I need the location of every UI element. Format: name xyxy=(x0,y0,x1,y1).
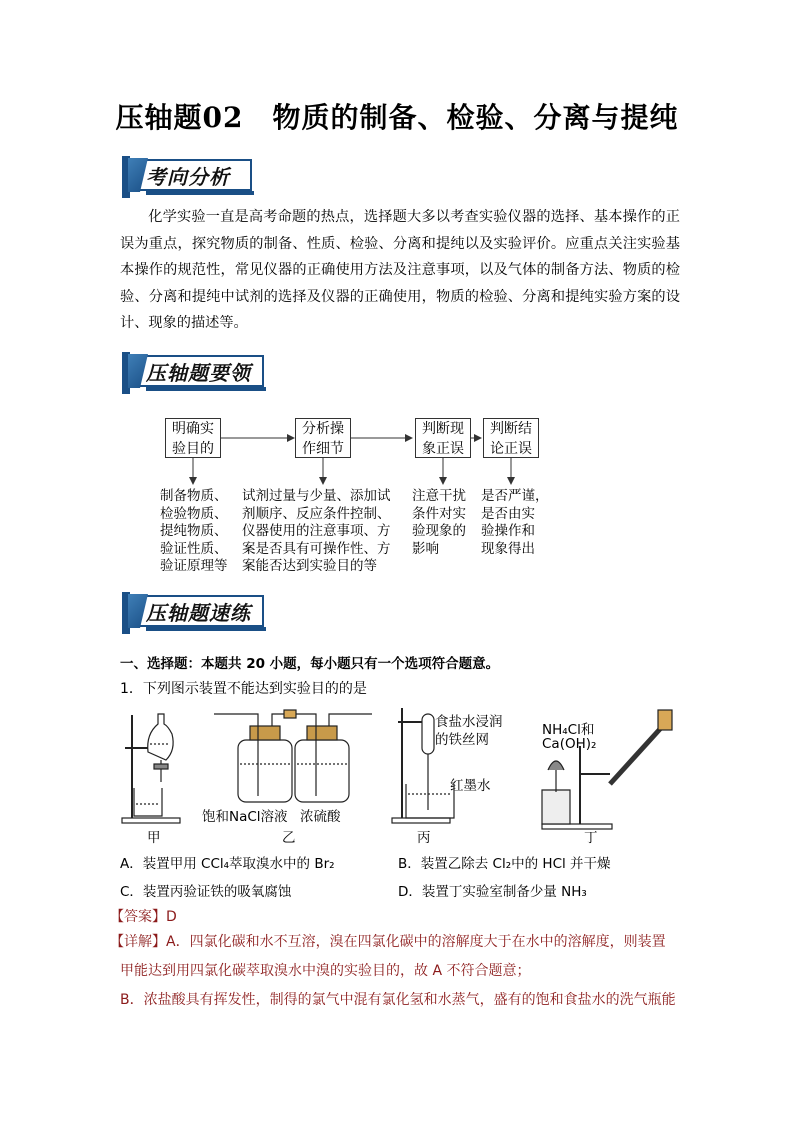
flow-desc-conclusion: 是否严谨， 是否由实 验操作和 现象得出 xyxy=(481,488,549,557)
detail-line-1: A．四氯化碳和水不互溶，溴在四氯化碳中的溶解度大于在水中的溶解度，则装置 xyxy=(166,934,666,950)
flow-desc-purpose: 制备物质、 检验物质、 提纯物质、 验证性质、 验证原理等 xyxy=(160,488,228,574)
detail-line-2: 甲能达到用四氯化碳萃取溴水中溴的实验目的，故 A 不符合题意； xyxy=(120,963,531,979)
detail-line-3: B．浓盐酸具有挥发性，制得的氯气中混有氯化氢和水蒸气，盛有的饱和食盐水的洗气瓶能 xyxy=(120,992,676,1008)
option-b: B．装置乙除去 Cl₂中的 HCl 并干燥 xyxy=(398,856,611,872)
detail-block xyxy=(110,928,680,1015)
figure-label-yi: 乙 xyxy=(282,830,296,846)
page-title: 压轴题02 物质的制备、检验、分离与提纯 xyxy=(115,101,679,134)
answer-value: D xyxy=(166,909,177,925)
figure-label-bing: 丙 xyxy=(417,830,431,846)
detail-label: 【详解】 xyxy=(110,934,166,950)
label-red-ink: 红墨水 xyxy=(450,778,491,794)
label-iron-wire-2: 的铁丝网 xyxy=(435,732,489,748)
flow-box-conclusion: 判断结 论正误 xyxy=(483,418,539,458)
banner-label: 压轴题要领 xyxy=(146,361,251,385)
flow-box-purpose: 明确实 验目的 xyxy=(165,418,221,458)
figure-label-jia: 甲 xyxy=(147,830,161,846)
option-a: A．装置甲用 CCl₄萃取溴水中的 Br₂ xyxy=(120,856,335,872)
label-caoh2: Ca(OH)₂ xyxy=(542,736,597,752)
option-d: D．装置丁实验室制备少量 NH₃ xyxy=(398,884,587,900)
apparatus-figure xyxy=(110,700,690,845)
label-h2so4: 浓硫酸 xyxy=(300,809,341,825)
question-text: 1．下列图示装置不能达到实验目的的是 xyxy=(120,681,367,697)
label-nh4cl: NH₄Cl和 xyxy=(542,722,595,738)
section-heading: 一、选择题：本题共 20 小题，每小题只有一个选项符合题意。 xyxy=(120,656,500,672)
flow-desc-operation: 试剂过量与少量、添加试 剂顺序、反应条件控制、 仪器使用的注意事项、方 案是否具有可操作性、方 案能否达到实验目的等 xyxy=(242,488,391,574)
intro-paragraph: 化学实验一直是高考命题的热点，选择题大多以考查实验仪器的选择、基本操作的正误为重点，探究物质的制备、性质、检验、分离和提纯以及实验评价。应重点关注实验基本操作的规范性，常见仪器的正确使用方法及注意事项，以及气体的制备方法、物质的检验、分离和提纯中试剂的选择及仪器的正确使用，物质的检验、分离和提纯实验方案的设计、现象的描述等。 xyxy=(120,209,680,331)
apparatus-drawing xyxy=(110,700,690,845)
flow-box-operation: 分析操 作细节 xyxy=(295,418,351,458)
label-iron-wire-1: 食盐水浸润 xyxy=(435,714,503,730)
answer-label: 【答案】 xyxy=(110,909,166,925)
answer-line xyxy=(110,906,177,926)
flow-desc-phenomenon: 注意干扰 条件对实 验现象的 影响 xyxy=(412,488,466,557)
banner-label: 考向分析 xyxy=(146,165,230,189)
flow-box-phenomenon: 判断现 象正误 xyxy=(415,418,471,458)
label-nacl-solution: 饱和NaCl溶液 xyxy=(202,809,288,825)
section-banner-practice xyxy=(122,592,292,632)
option-c: C．装置丙验证铁的吸氧腐蚀 xyxy=(120,884,292,900)
banner-label: 压轴题速练 xyxy=(146,601,251,625)
figure-label-ding: 丁 xyxy=(584,830,598,846)
